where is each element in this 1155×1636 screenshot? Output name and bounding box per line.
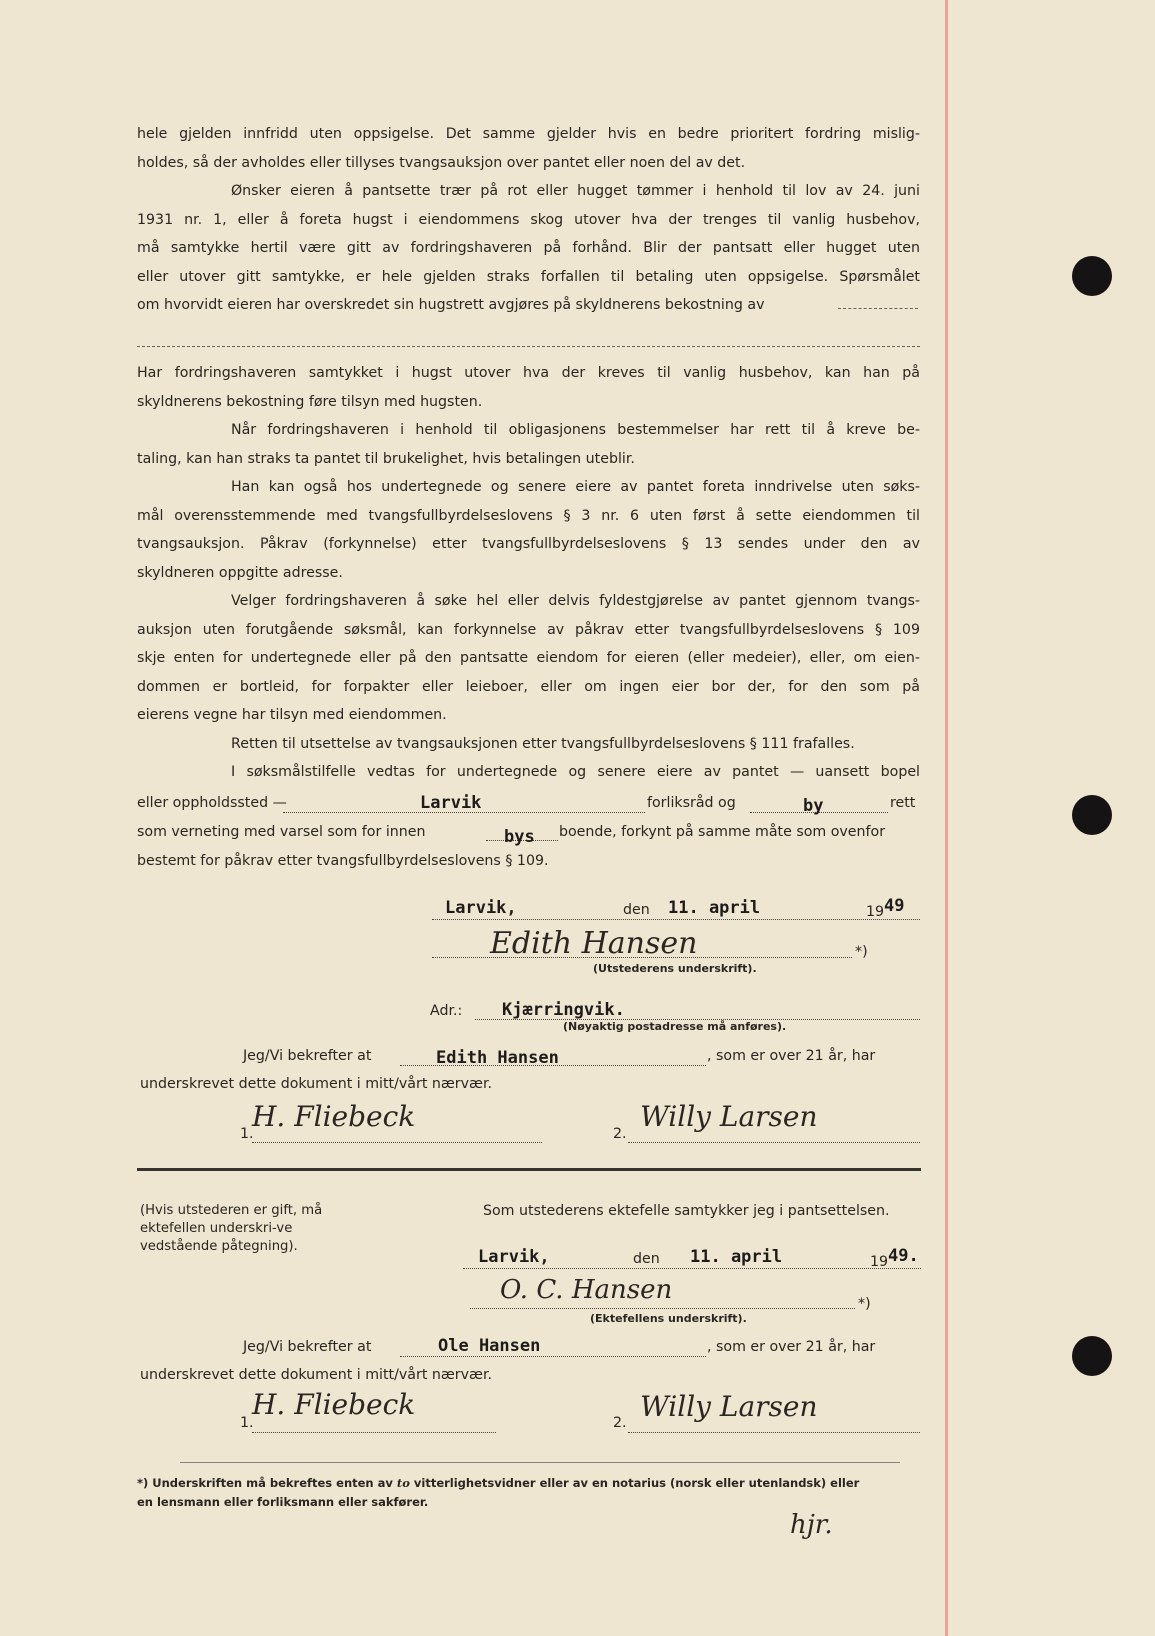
footnote-a: *) Underskriften må bekreftes enten av xyxy=(137,1476,393,1490)
text-line: hele gjelden innfridd uten oppsigelse. Det samme gjelder hvis en bedre prioritert fordring mislig- xyxy=(137,126,920,142)
text-line: Retten til utsettelse av tvangsauksjonen etter tvangsfullbyrdelseslovens § 111 frafalles. xyxy=(231,735,855,752)
witness-line xyxy=(628,1142,920,1143)
issuer-den: den xyxy=(623,902,650,918)
text-line: I søksmålstilfelle vedtas for undertegnede og senere eiere av pantet — uansett bopel xyxy=(231,764,920,780)
spouse-date: 11. april xyxy=(690,1247,783,1267)
signature-line xyxy=(470,1308,855,1309)
confirm-name: Ole Hansen xyxy=(438,1336,541,1356)
text-line: Velger fordringshaveren å søke hel eller delvis fyldestgjørelse av pantet gjennom tvangs- xyxy=(231,593,920,609)
venue-line2-pre: som verneting med varsel som for innen xyxy=(137,824,426,840)
footnote-c: vitterlighetsvidner eller av en notarius (norsk eller utenlandsk) eller xyxy=(413,1476,860,1490)
text-line: dommen er bortleid, for forpakter eller leieboer, eller om ingen eier bor der, for den som på xyxy=(137,678,920,695)
text-line: Har fordringshaveren samtykket i hugst utover hva der kreves til vanlig husbehov, kan han på xyxy=(137,365,920,381)
confirm-post: , som er over 21 år, har xyxy=(707,1339,876,1355)
footnote xyxy=(137,1474,927,1512)
text-line: eller utover gitt samtykke, er hele gjelden straks forfallen til betaling uten oppsigelse. Spørsmålet xyxy=(137,268,920,285)
spouse-year-suffix: 49. xyxy=(888,1246,919,1266)
text-line: mål overensstemmende med tvangsfullbyrdelseslovens § 3 nr. 6 uten først å sette eiendommen til xyxy=(137,507,920,524)
venue-bys: bys xyxy=(504,827,535,847)
punch-hole xyxy=(1072,795,1112,835)
terms-block-2 xyxy=(137,359,920,787)
initials: hjr. xyxy=(790,1510,833,1540)
date-line xyxy=(463,1268,921,1269)
witness-line xyxy=(628,1432,920,1433)
spouse-heading: Som utstederens ektefelle samtykker jeg i pantsettelsen. xyxy=(483,1203,890,1219)
spouse-signature: O. C. Hansen xyxy=(500,1275,673,1305)
text-line: taling, kan han straks ta pantet til brukelighet, hvis betalingen uteblir. xyxy=(137,450,635,467)
spouse-place: Larvik, xyxy=(478,1247,550,1267)
witness-2-num: 2. xyxy=(613,1126,627,1142)
blank-line xyxy=(137,346,920,347)
issuer-date: 11. april xyxy=(668,898,761,918)
text-line: må samtykke hertil være gitt av fordringshaveren på forhånd. Blir der pantsatt eller hugget uten xyxy=(137,240,920,256)
confirm-pre: Jeg/Vi bekrefter at xyxy=(243,1339,372,1355)
witness-1-signature: H. Fliebeck xyxy=(252,1388,416,1421)
witness-line xyxy=(252,1432,496,1433)
punch-hole xyxy=(1072,1336,1112,1376)
spouse-den: den xyxy=(633,1251,660,1267)
footnote-b: to xyxy=(396,1476,410,1490)
text-line: Ønsker eieren å pantsette trær på rot eller hugget tømmer i henhold til lov av 24. juni xyxy=(231,183,920,199)
confirm-line2: underskrevet dette dokument i mitt/vårt nærvær. xyxy=(140,1367,493,1383)
spouse-sig-caption: (Ektefellens underskrift). xyxy=(590,1312,747,1325)
confirm-pre: Jeg/Vi bekrefter at xyxy=(243,1048,372,1064)
margin-line xyxy=(945,0,948,1636)
text-line: skyldnerens bekostning føre tilsyn med hugsten. xyxy=(137,393,483,410)
terms-block-1 xyxy=(137,120,920,320)
spouse-year-prefix: 19 xyxy=(870,1254,889,1270)
text-line: 1931 nr. 1, eller å foreta hugst i eiendommens skog utover hva der trenges til vanlig husbehov, xyxy=(137,211,920,228)
venue-pre: eller oppholdssted — xyxy=(137,795,287,811)
section-divider xyxy=(137,1168,921,1171)
text-line: skje enten for undertegnede eller på den pantsatte eiendom for eieren (eller medeier), eller, om eien- xyxy=(137,650,920,666)
venue-court: by xyxy=(803,796,824,816)
blank-line xyxy=(838,308,918,309)
date-line xyxy=(432,919,920,920)
fill-line xyxy=(400,1356,706,1357)
text-line: Han kan også hos undertegnede og senere eiere av pantet foreta inndrivelse uten søks- xyxy=(231,479,920,495)
footnote-rule xyxy=(180,1462,900,1463)
witness-1-signature: H. Fliebeck xyxy=(252,1100,416,1133)
issuer-year-prefix: 19 xyxy=(866,904,885,920)
issuer-signature: Edith Hansen xyxy=(490,926,698,961)
issuer-address: Kjærringvik. xyxy=(502,1000,625,1020)
text-line: om hvorvidt eieren har overskredet sin hugstrett avgjøres på skyldnerens bekostning av xyxy=(137,297,765,313)
text-line: tvangsauksjon. Påkrav (forkynnelse) etter tvangsfullbyrdelseslovens § 13 sendes under den av xyxy=(137,536,920,552)
witness-line xyxy=(252,1142,542,1143)
footnote-line2: en lensmann eller forliksmann eller sakfører. xyxy=(137,1495,429,1509)
punch-hole xyxy=(1072,256,1112,296)
issuer-year-suffix: 49 xyxy=(884,896,905,916)
text-line: auksjon uten forutgående søksmål, kan forkynnelse av påkrav etter tvangsfullbyrdelseslovens § 109 xyxy=(137,621,920,638)
spouse-star: *) xyxy=(858,1296,871,1312)
witness-2-num: 2. xyxy=(613,1415,627,1431)
venue-line2-post: boende, forkynt på samme måte som ovenfor xyxy=(559,824,886,840)
witness-2-signature: Willy Larsen xyxy=(640,1100,818,1133)
addr-caption: (Nøyaktig postadresse må anføres). xyxy=(563,1020,787,1033)
issuer-star: *) xyxy=(855,944,868,960)
venue-place: Larvik xyxy=(420,793,482,813)
text-line: eierens vegne har tilsyn med eiendommen. xyxy=(137,707,447,723)
confirm-name: Edith Hansen xyxy=(436,1048,559,1068)
venue-line3: bestemt for påkrav etter tvangsfullbyrdelseslovens § 109. xyxy=(137,853,549,869)
text-line: Når fordringshaveren i henhold til obligasjonens bestemmelser har rett til å kreve be- xyxy=(231,422,920,438)
confirm-post: , som er over 21 år, har xyxy=(707,1048,876,1064)
text-line: skyldneren oppgitte adresse. xyxy=(137,564,343,581)
witness-2-signature: Willy Larsen xyxy=(640,1390,818,1423)
spouse-side-note: (Hvis utstederen er gift, må ektefellen underskri-ve vedstående påtegning). xyxy=(140,1203,323,1254)
venue-mid: forliksråd og xyxy=(647,795,736,811)
witness-1-num: 1. xyxy=(240,1126,254,1142)
confirm-line2: underskrevet dette dokument i mitt/vårt nærvær. xyxy=(140,1076,493,1092)
witness-1-num: 1. xyxy=(240,1415,254,1431)
adr-label: Adr.: xyxy=(430,1003,463,1019)
issuer-sig-caption: (Utstederens underskrift). xyxy=(593,962,757,975)
signature-line xyxy=(432,957,852,958)
venue-post: rett xyxy=(890,795,916,811)
issuer-place: Larvik, xyxy=(445,898,517,918)
text-line: holdes, så der avholdes eller tillyses tvangsauksjon over pantet eller noen del av det. xyxy=(137,154,746,171)
